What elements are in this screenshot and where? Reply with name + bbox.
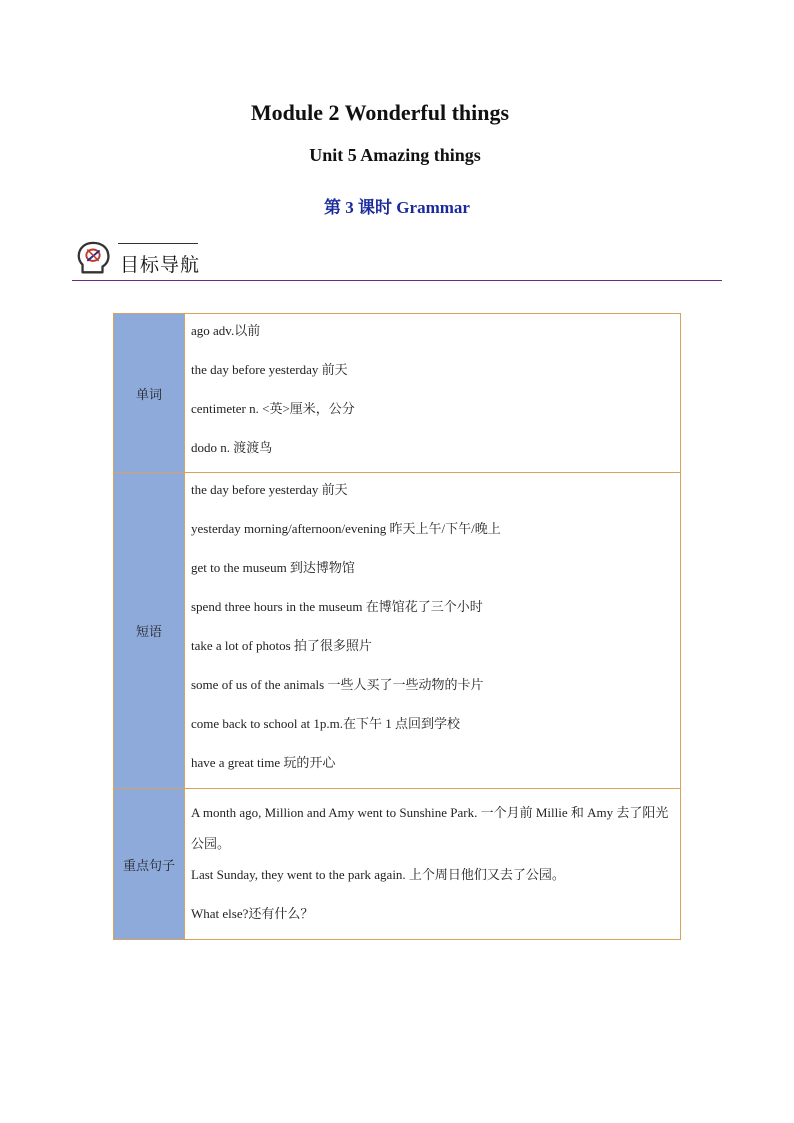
list-item: have a great time 玩的开心 [191,755,336,770]
list-item: some of us of the animals 一些人买了一些动物的卡片 [191,677,484,692]
category-cell: 单词 [114,314,185,473]
unit-title: Unit 5 Amazing things [309,145,481,165]
vocabulary-table [113,313,681,940]
content-cell [185,473,681,789]
section-title: 目标导航 [120,254,201,276]
list-item: the day before yesterday 前天 [191,362,348,377]
list-item: the day before yesterday 前天 [191,482,348,497]
lesson-title: 第 3 课时 Grammar [324,198,470,217]
module-title: Module 2 Wonderful things [250,100,510,125]
table-row-sentences [114,789,681,940]
category-cell: 短语 [114,473,185,789]
list-item: What else?还有什么？ [191,906,314,921]
table-row-words [114,314,681,473]
list-item: get to the museum 到达博物馆 [191,560,355,575]
list-item: take a lot of photos 拍了很多照片 [191,638,372,653]
list-item: Last Sunday, they went to the park again. 上个周日他们又去了公园。 [191,867,565,882]
table-row-phrases [114,473,681,789]
list-item: ago adv.以前 [191,323,261,338]
section-topline [118,243,198,244]
list-item: dodo n. 渡渡鸟 [191,440,273,455]
head-brain-icon [74,240,112,278]
category-cell: 重点句子 [114,789,185,940]
section-rule [72,280,722,281]
list-item: yesterday morning/afternoon/evening 昨天上午/下午/晚上 [191,521,501,536]
list-item: A month ago, Million and Amy went to Sunshine Park. 一个月前 Millie 和 Amy 去了阳光公园。 [191,805,669,851]
list-item: come back to school at 1p.m.在下午 1 点回到学校 [191,716,460,731]
list-item: centimeter n. <英>厘米，公分 [191,401,355,416]
section-header [72,236,722,282]
content-cell [185,314,681,473]
content-cell [185,789,681,940]
list-item: spend three hours in the museum 在博馆花了三个小时 [191,599,483,614]
